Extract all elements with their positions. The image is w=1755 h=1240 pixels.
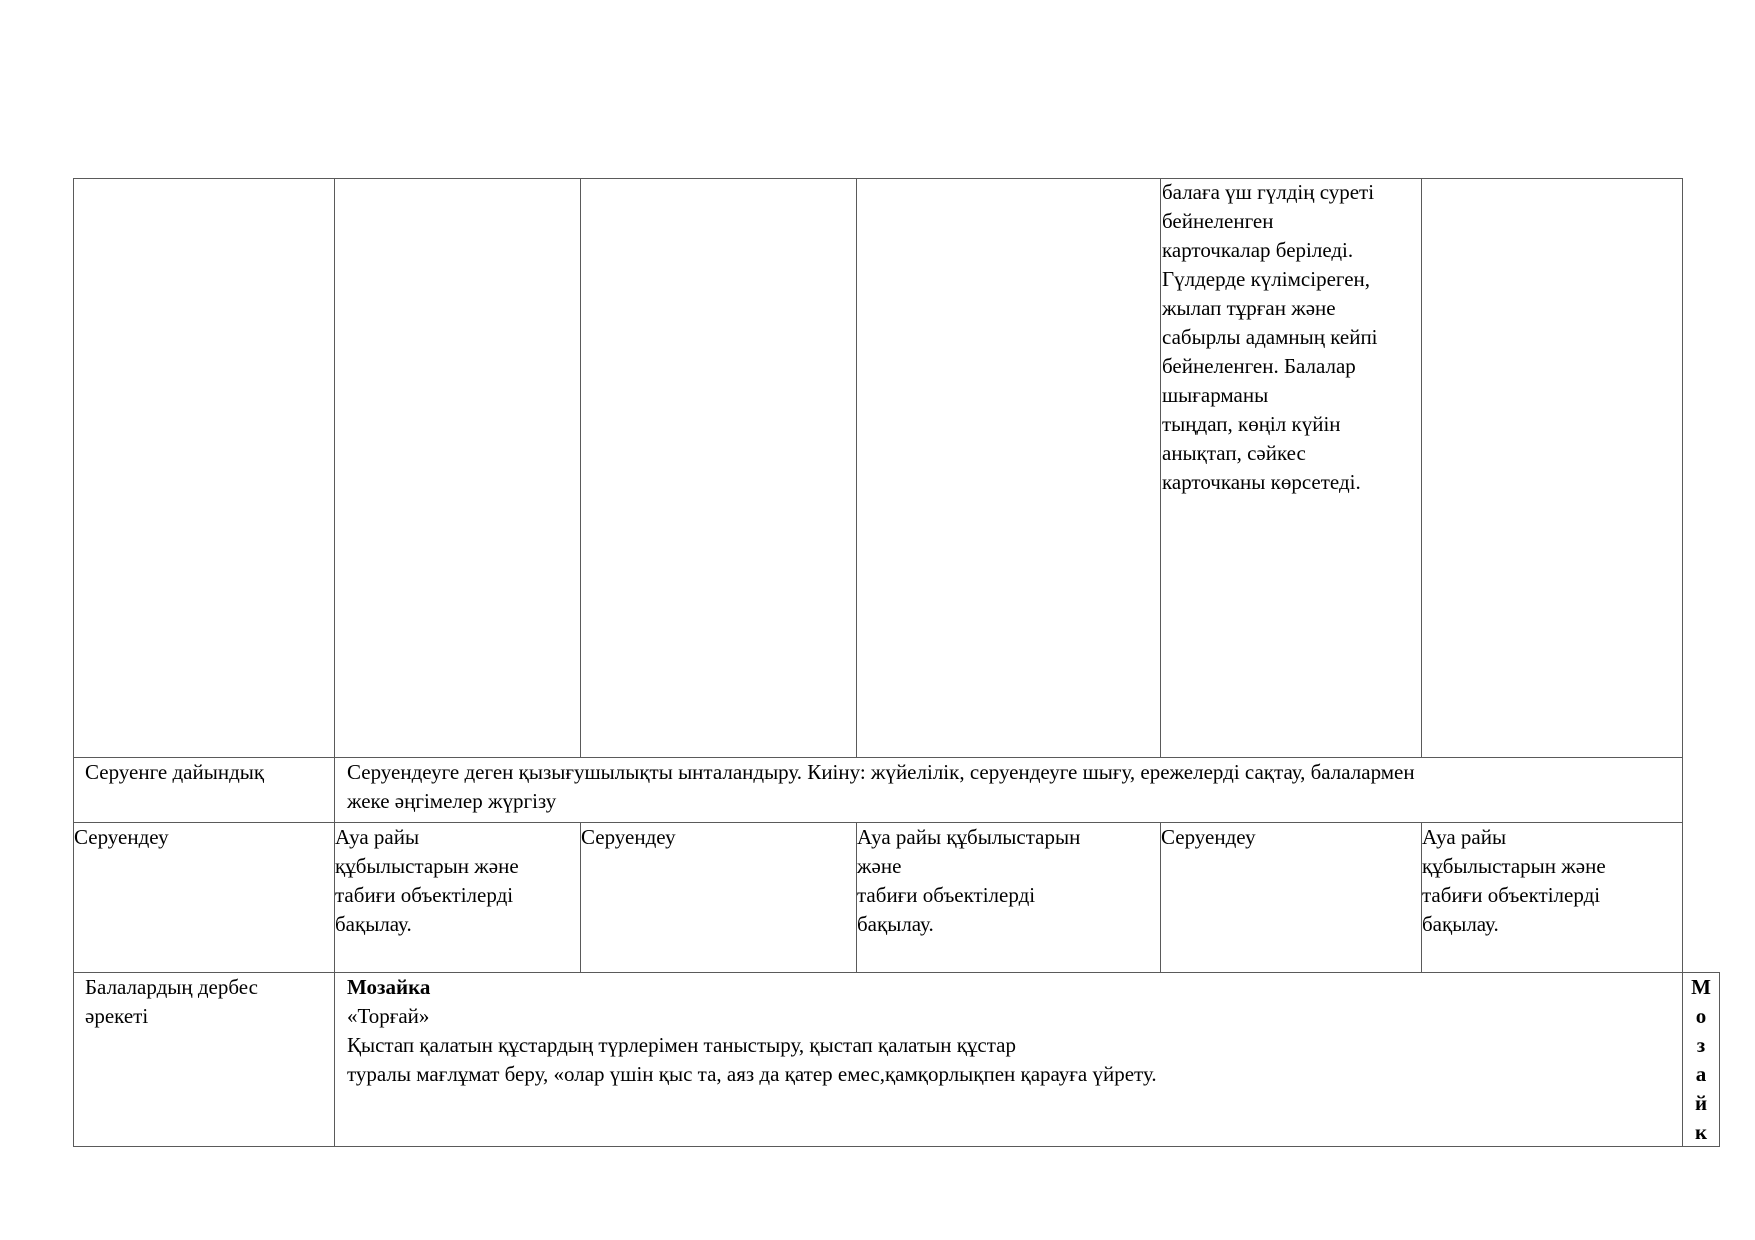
col-border: [1160, 178, 1161, 758]
walk-cell: Ауа райы құбылыстарын және табиғи объектілерді бақылау.: [857, 825, 1081, 936]
col-border-right-extra: [1719, 972, 1720, 1147]
independent-title: Мозайка: [347, 975, 431, 999]
independent-text: Қыстап қалатын құстардың түрлерімен таныстыру, қыстап қалатын құстар туралы мағлұмат беру, «олар үшін қыс та, аяз да қатер емес,қамқорлықпен қарауға үйрету.: [347, 1033, 1157, 1086]
vertical-letter: о: [1695, 1004, 1707, 1028]
walk-cell: Серуендеу: [581, 825, 676, 849]
walk-prep-text: Серуендеуге деген қызығушылықты ынталандыру. Киіну: жүйелілік, серуендеуге шығу, ережелерді сақтау, балалармен жеке әңгімелер жүргізу: [347, 760, 1415, 813]
col-border: [856, 178, 857, 758]
vertical-letter: й: [1694, 1091, 1708, 1115]
col-border-left: [73, 178, 74, 1147]
vertical-letter: з: [1696, 1033, 1706, 1057]
walk-label: Серуендеу: [74, 825, 169, 849]
walk-cell: Серуендеу: [1161, 825, 1256, 849]
row-border-top: [73, 178, 1683, 179]
vertical-text: [1686, 973, 1716, 1147]
row-border-bottom: [73, 1146, 1720, 1147]
vertical-letter: к: [1694, 1120, 1708, 1144]
vertical-letter: М: [1691, 975, 1711, 999]
col-border: [334, 178, 335, 1147]
independent-subtitle: «Торғай»: [347, 1004, 430, 1028]
walk-cell: Ауа райы құбылыстарын және табиғи объектілерді бақылау.: [335, 825, 519, 936]
col-border: [580, 178, 581, 758]
independent-label: Балалардың дербес әрекеті: [85, 975, 258, 1028]
walk-cell: Ауа райы құбылыстарын және табиғи объектілерді бақылау.: [1422, 825, 1606, 936]
walk-prep-label: Серуенге дайындық: [85, 760, 265, 784]
col-border: [1682, 178, 1683, 1147]
vertical-letter: а: [1695, 1062, 1707, 1086]
continuation-cell-text: балаға үш гүлдің суреті бейнеленген карточкалар беріледі. Гүлдерде күлімсіреген, жылап тұрған және сабырлы адамның кейпі бейнеленген. Балалар шығарманы тыңдап, көңіл күйін анықтап, сәйкес карточканы көрсетеді.: [1162, 180, 1378, 494]
